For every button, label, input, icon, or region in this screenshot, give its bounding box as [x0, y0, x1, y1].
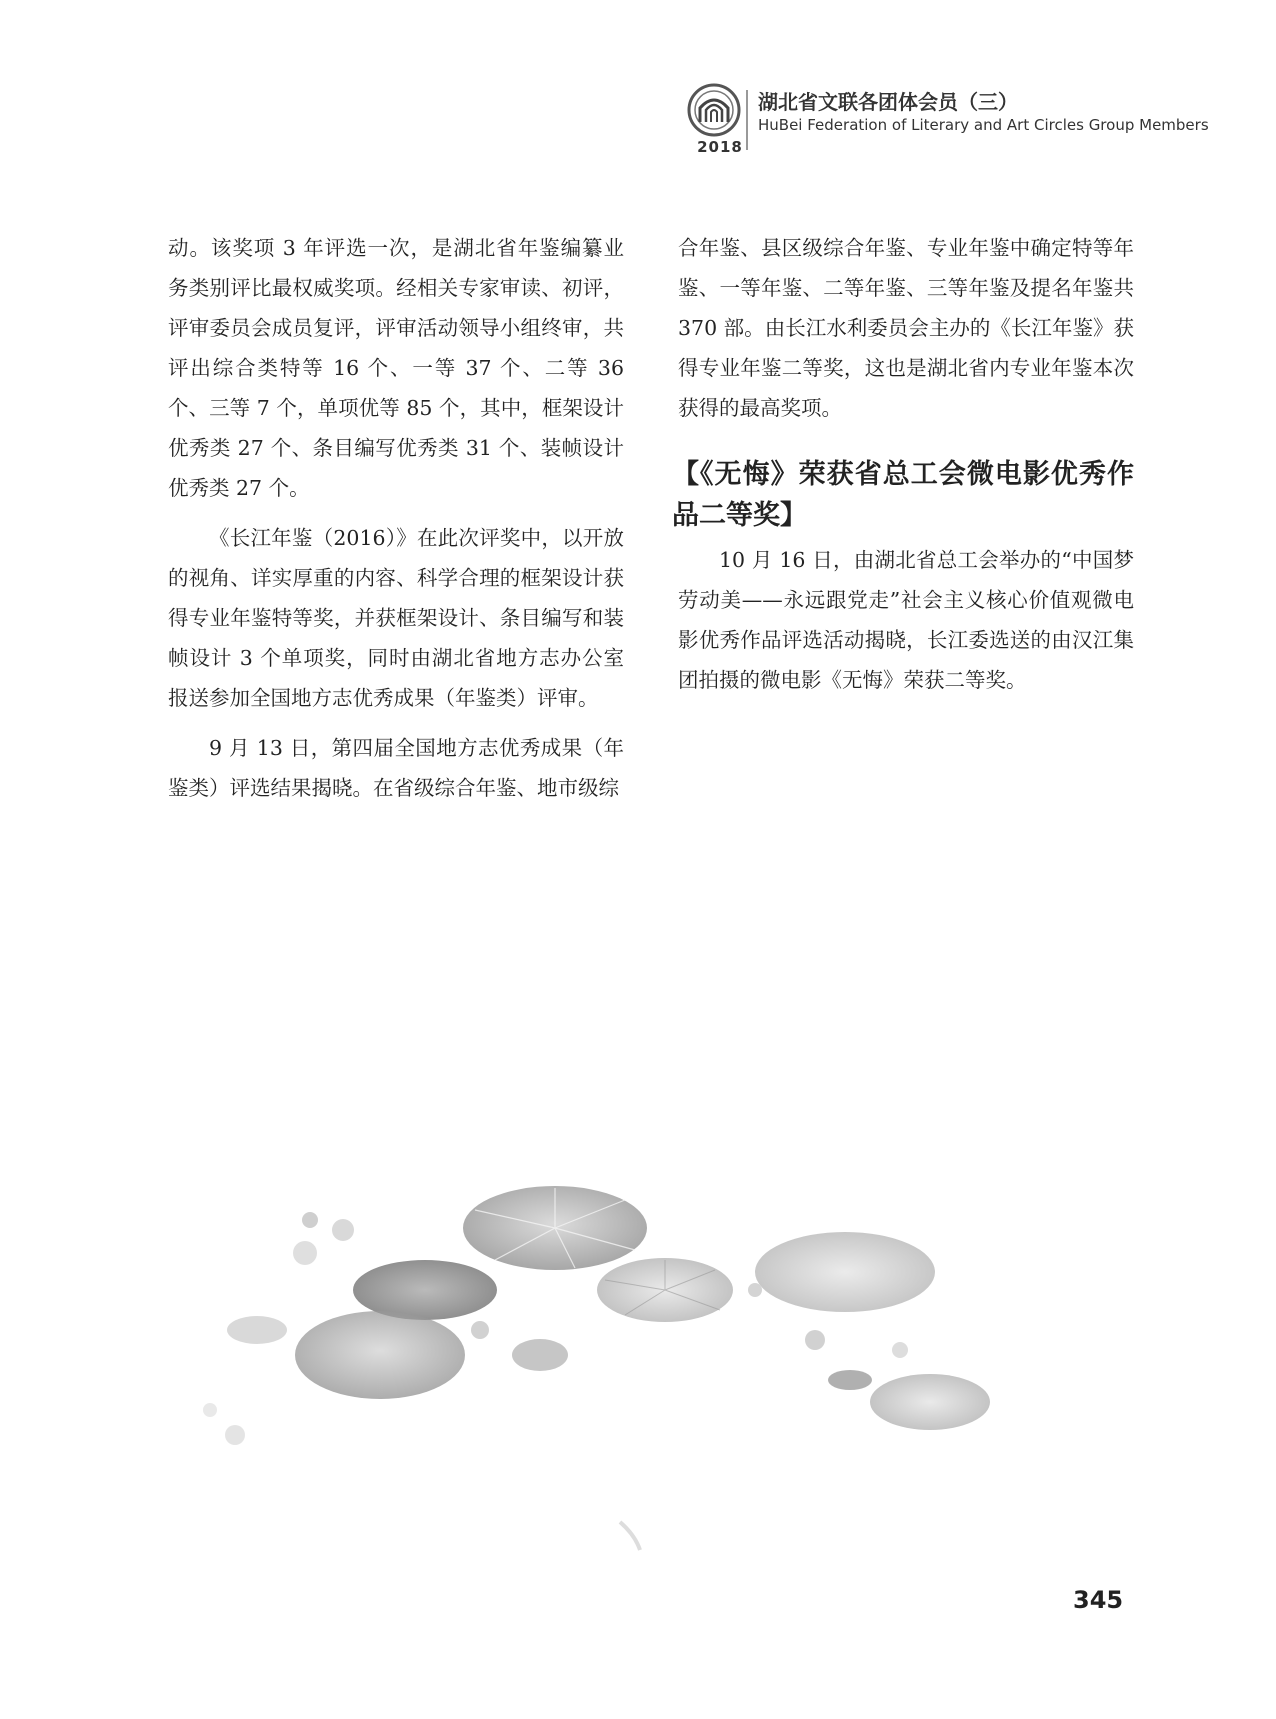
paragraph-micro-film-award: 10 月 16 日，由湖北省总工会举办的“中国梦 劳动美——永远跟党走”社会主义核心价值观微电影优秀作品评选活动揭晓，长江委选送的由汉江集团拍摄的微电影《无悔》荣获二等奖。: [678, 548, 1134, 692]
running-header: [686, 82, 1246, 157]
left-column: [168, 228, 624, 808]
lotus-leaves-illustration-icon: [195, 1180, 1155, 1630]
paragraph-yearbook-results: 合年鉴、县区级综合年鉴、专业年鉴中确定特等年鉴、一等年鉴、二等年鉴、三等年鉴及提名年鉴共 370 部。由长江水利委员会主办的《长江年鉴》获得专业年鉴二等奖，这也是湖北省内专业年鉴本次获得的最高奖项。: [678, 236, 1134, 420]
federation-seal-logo-icon: [686, 82, 742, 138]
section-heading-micro-film: 【《无悔》荣获省总工会微电影优秀作品二等奖】: [672, 459, 1134, 531]
right-column: [672, 228, 1134, 710]
header-divider: [746, 90, 748, 150]
page-number: 345: [1073, 1586, 1124, 1614]
paragraph-changjiang-yearbook: 《长江年鉴（2016）》在此次评奖中，以开放的视角、详实厚重的内容、科学合理的框架设计获得专业年鉴特等奖，并获框架设计、条目编写和装帧设计 3 个单项奖，同时由湖北省地方志办公室报送参加全国地方志优秀成果（年鉴类）评审。: [168, 526, 624, 710]
header-year: 2018: [697, 138, 743, 156]
header-title-chinese: 湖北省文联各团体会员（三）: [758, 90, 1018, 114]
paragraph-award-overview: 动。该奖项 3 年评选一次，是湖北省年鉴编纂业务类别评比最权威奖项。经相关专家审读、初评，评审委员会成员复评，评审活动领导小组终审，共评出综合类特等 16 个、一等 37 个、二等 36 个、三等 7 个，单项优等 85 个，其中，框架设计优秀类 27 个、条目编写优秀类 31 个、装帧设计优秀类 27 个。: [168, 236, 624, 500]
header-title-english: HuBei Federation of Literary and Art Circles Group Members: [758, 116, 1209, 134]
paragraph-results-announced: 9 月 13 日，第四届全国地方志优秀成果（年鉴类）评选结果揭晓。在省级综合年鉴、地市级综: [168, 736, 624, 800]
